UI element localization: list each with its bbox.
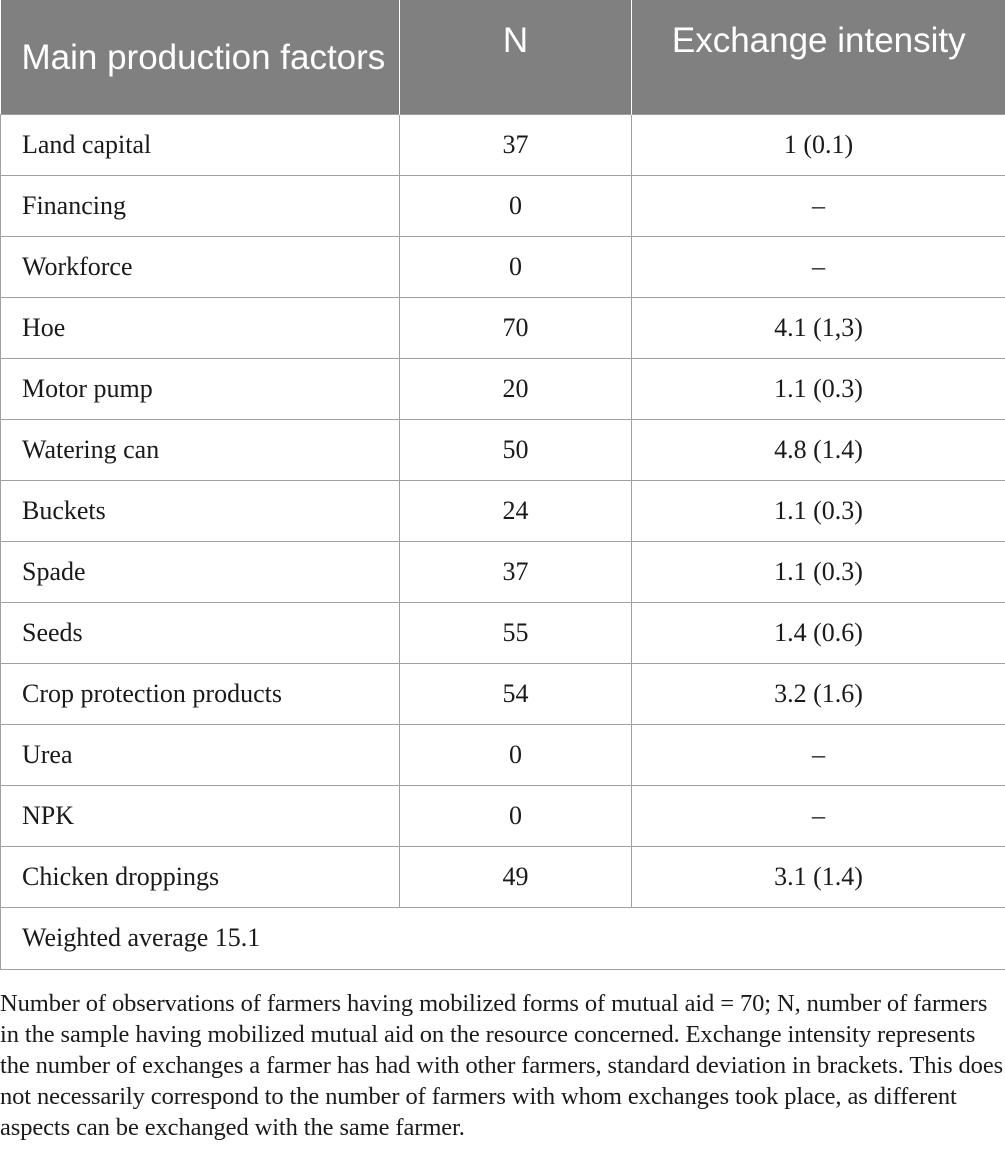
factor-cell: Workforce [1, 236, 400, 297]
factor-cell: Land capital [1, 114, 400, 175]
table-row [1, 236, 1005, 297]
factor-cell: Financing [1, 175, 400, 236]
intensity-cell: 3.1 (1.4) [632, 846, 1005, 907]
table-row [1, 724, 1005, 785]
header-n: N [400, 0, 632, 114]
factor-cell: Spade [1, 541, 400, 602]
n-cell: 50 [400, 419, 632, 480]
table-row [1, 846, 1005, 907]
intensity-cell: 1 (0.1) [632, 114, 1005, 175]
n-cell: 20 [400, 358, 632, 419]
table-row [1, 175, 1005, 236]
intensity-cell: 1.4 (0.6) [632, 602, 1005, 663]
table-row [1, 358, 1005, 419]
table-row [1, 297, 1005, 358]
n-cell: 0 [400, 236, 632, 297]
intensity-cell: 3.2 (1.6) [632, 663, 1005, 724]
n-cell: 0 [400, 785, 632, 846]
table-row [1, 419, 1005, 480]
factor-cell: Urea [1, 724, 400, 785]
intensity-cell: 1.1 (0.3) [632, 358, 1005, 419]
header-exchange-intensity: Exchange intensity [632, 0, 1005, 114]
factor-cell: Seeds [1, 602, 400, 663]
factor-cell: NPK [1, 785, 400, 846]
intensity-cell: 4.1 (1,3) [632, 297, 1005, 358]
n-cell: 37 [400, 114, 632, 175]
n-cell: 37 [400, 541, 632, 602]
n-cell: 24 [400, 480, 632, 541]
header-row [1, 0, 1005, 114]
factor-cell: Buckets [1, 480, 400, 541]
n-cell: 70 [400, 297, 632, 358]
table-row [1, 541, 1005, 602]
n-cell: 0 [400, 175, 632, 236]
factor-cell: Motor pump [1, 358, 400, 419]
table-row [1, 602, 1005, 663]
intensity-cell: – [632, 785, 1005, 846]
table-footer-row [1, 907, 1005, 969]
intensity-cell: – [632, 175, 1005, 236]
table-footnote: Number of observations of farmers having mobilized forms of mutual aid = 70; N, number of farmers in the sample having mobilized mutual aid on the resource concerned. Exchange intensity represents the number of exchanges a farmer has had with other farmers, standard deviation in brackets. This does not necessarily correspond to the number of farmers with whom exchanges took place, as different aspects can be exchanged with the same farmer. [0, 990, 1004, 1141]
table-row [1, 480, 1005, 541]
table-row [1, 114, 1005, 175]
n-cell: 54 [400, 663, 632, 724]
n-cell: 55 [400, 602, 632, 663]
factor-cell: Chicken droppings [1, 846, 400, 907]
n-cell: 49 [400, 846, 632, 907]
table-row [1, 663, 1005, 724]
intensity-cell: – [632, 236, 1005, 297]
intensity-cell: 4.8 (1.4) [632, 419, 1005, 480]
intensity-cell: – [632, 724, 1005, 785]
factor-cell: Hoe [1, 297, 400, 358]
table-body [1, 114, 1005, 969]
header-main-production-factors: Main production factors [1, 0, 400, 114]
table-row [1, 785, 1005, 846]
weighted-average-cell: Weighted average 15.1 [1, 907, 1005, 969]
intensity-cell: 1.1 (0.3) [632, 480, 1005, 541]
intensity-cell: 1.1 (0.3) [632, 541, 1005, 602]
table-header [1, 0, 1005, 114]
n-cell: 0 [400, 724, 632, 785]
factor-cell: Crop protection products [1, 663, 400, 724]
factor-cell: Watering can [1, 419, 400, 480]
